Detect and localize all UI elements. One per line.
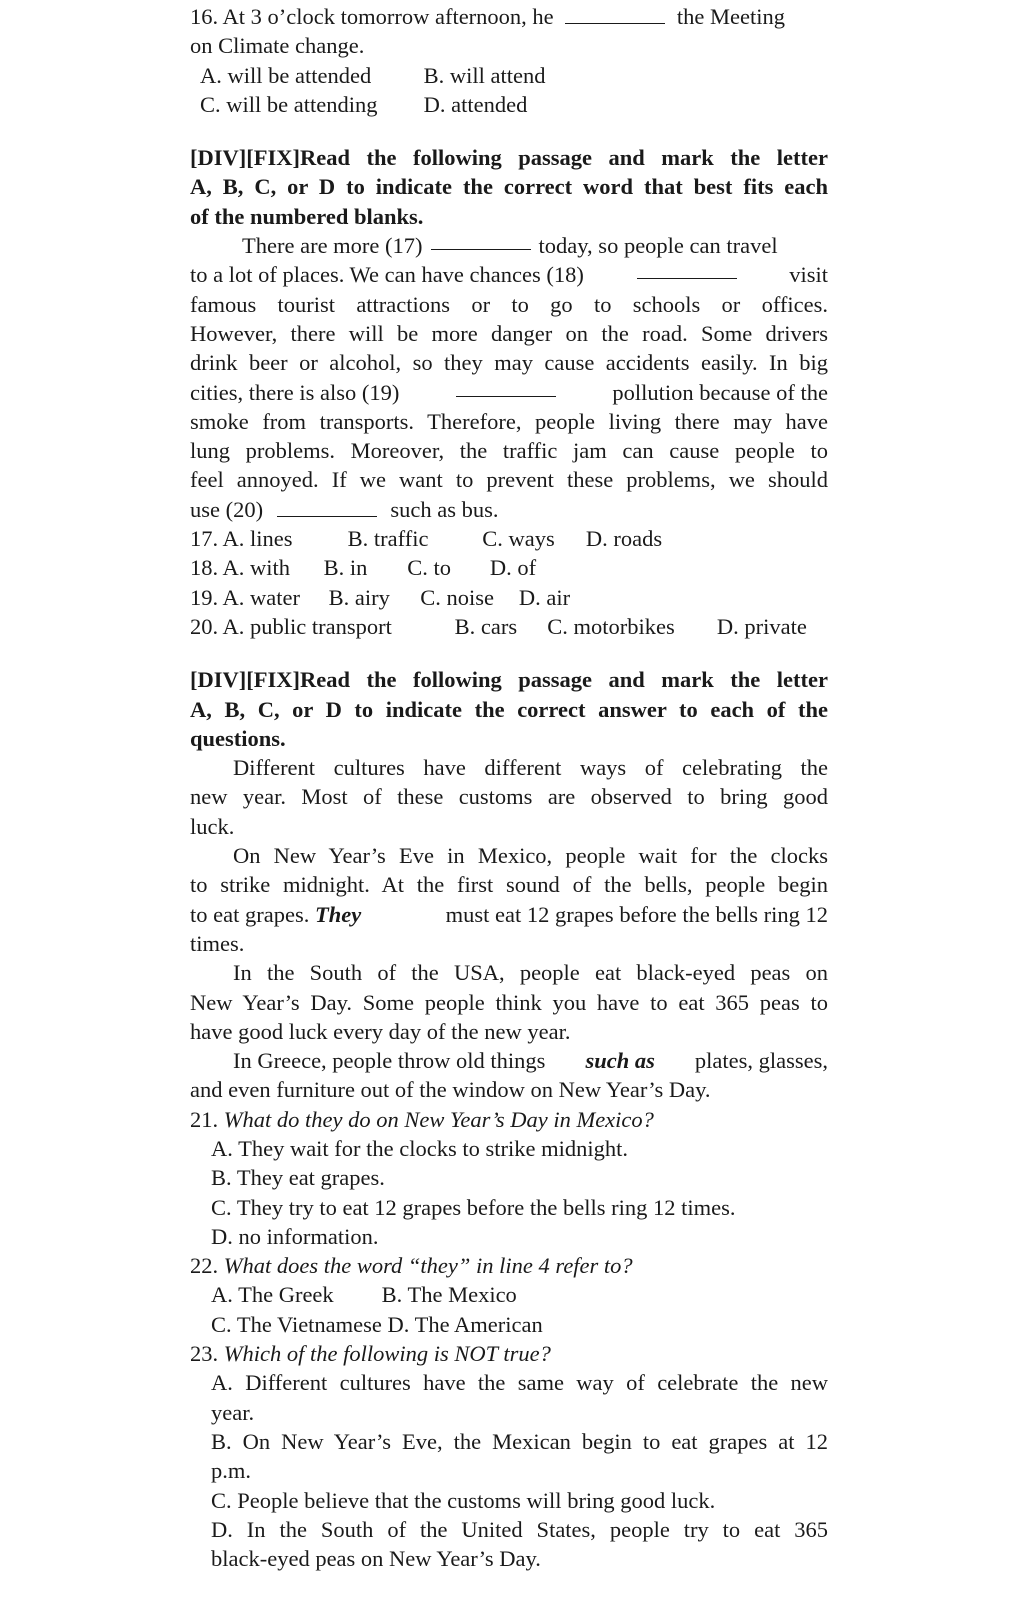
q20-option-d: D. private: [716, 613, 807, 639]
q22-options-row2: [190, 1310, 828, 1339]
passage1-l6-a: cities, there is also (19): [190, 379, 400, 405]
question-20: [190, 612, 828, 641]
question-16: [190, 2, 828, 31]
passage1-line10: [190, 495, 828, 524]
q18-option-c: C. to: [407, 555, 452, 581]
q23-text: Which of the following is NOT true?: [223, 1341, 551, 1367]
q20-option-c: C. motorbikes: [547, 613, 675, 639]
passage1-line1: [190, 231, 828, 260]
q21-text: What do they do on New Year’s Day in Mexico?: [223, 1106, 654, 1132]
q21-number: 21.: [190, 1106, 219, 1132]
para2-l3-a: to eat grapes.: [190, 901, 310, 927]
q16-blank: [565, 5, 665, 24]
q17-option-a: 17. A. lines: [190, 526, 293, 552]
para4-l1-a: In Greece, people throw old things: [233, 1048, 546, 1074]
q18-option-d: D. of: [489, 555, 537, 581]
para1-line1: Different cultures have different ways of celebrating the: [233, 755, 828, 781]
question-21: [190, 1105, 828, 1134]
q21-option-d: D. no information.: [211, 1223, 379, 1249]
q22-option-a: A. The Greek: [211, 1282, 334, 1308]
q16-line2: on Climate change.: [190, 33, 365, 59]
para1-line3: luck.: [190, 813, 235, 839]
passage1-line9: feel annoyed. If we want to prevent these problems, we should: [190, 467, 828, 493]
q17-option-c: C. ways: [482, 526, 555, 552]
q23-option-d-l2: black-eyed peas on New Year’s Day.: [211, 1546, 541, 1572]
passage1-l2-a: to a lot of places. We can have chances (18): [190, 262, 584, 288]
q19-option-a: 19. A. water: [190, 584, 300, 610]
passage1-line4: However, there will be more danger on the road. Some drivers: [190, 320, 828, 346]
para3-line2: New Year’s Day. Some people think you have to eat 365 peas to: [190, 989, 828, 1015]
q23-option-b-l2: p.m.: [211, 1458, 252, 1484]
q23-number: 23.: [190, 1341, 219, 1367]
question-19: [190, 583, 828, 612]
q19-option-b: B. airy: [328, 584, 390, 610]
q23-option-b-l1: B. On New Year’s Eve, the Mexican begin to eat grapes at 12: [211, 1428, 828, 1454]
q16-option-d: D. attended: [423, 91, 528, 117]
q16-options-row1: [190, 61, 828, 90]
q22-option-d: D. The American: [387, 1311, 543, 1337]
para4-l1-such-as: such as: [585, 1048, 655, 1074]
q16-option-c: C. will be attending: [200, 91, 378, 117]
q23-option-c: C. People believe that the customs will bring good luck.: [211, 1487, 716, 1513]
worksheet-page: [190, 0, 828, 1573]
passage1-line3: famous tourist attractions or to go to schools or offices.: [190, 291, 828, 317]
q22-number: 22.: [190, 1253, 219, 1279]
passage1-l2-b: visit: [789, 262, 828, 288]
q17-option-b: B. traffic: [347, 526, 429, 552]
section2-heading-l1: [DIV][FIX]Read the following passage and mark the letter: [190, 667, 828, 693]
q22-option-c: C. The Vietnamese: [211, 1311, 382, 1337]
section2-heading-l2: A, B, C, or D to indicate the correct answer to each of the: [190, 696, 828, 722]
q18-option-b: B. in: [323, 555, 368, 581]
para4-line2: and even furniture out of the window on New Year’s Day.: [190, 1077, 711, 1103]
passage1-l10-a: use (20): [190, 496, 264, 522]
para4-l1-b: plates, glasses,: [694, 1048, 828, 1074]
blank-20: [277, 498, 377, 517]
q22-options-row1: [190, 1280, 828, 1309]
q23-option-a-l2: year.: [211, 1399, 255, 1425]
q20-option-a: 20. A. public transport: [190, 613, 392, 639]
para2-l3-b: must eat 12 grapes before the bells ring 12: [445, 901, 828, 927]
q21-option-b: B. They eat grapes.: [211, 1165, 385, 1191]
section1-heading-l3: of the numbered blanks.: [190, 203, 424, 229]
para1-line2: new year. Most of these customs are observed to bring good: [190, 784, 828, 810]
q16-text-b: the Meeting: [676, 4, 786, 29]
passage1-line5: drink beer or alcohol, so they may cause accidents easily. In big: [190, 350, 828, 376]
q22-text: What does the word “they” in line 4 refer to?: [223, 1253, 633, 1279]
section1-heading-l2: A, B, C, or D to indicate the correct word that best fits each: [190, 174, 828, 200]
para2-line3: [190, 900, 828, 929]
q22-option-b: B. The Mexico: [381, 1282, 517, 1308]
question-18: [190, 553, 828, 582]
q21-option-a: A. They wait for the clocks to strike midnight.: [211, 1135, 629, 1161]
para3-line3: have good luck every day of the new year.: [190, 1018, 571, 1044]
q19-option-c: C. noise: [420, 584, 495, 610]
blank-17: [431, 231, 531, 250]
blank-19: [456, 378, 556, 397]
passage1-line7: smoke from transports. Therefore, people living there may have: [190, 408, 828, 434]
passage1-line6: [190, 378, 828, 407]
para2-line1: On New Year’s Eve in Mexico, people wait for the clocks: [233, 843, 828, 869]
passage1-line8: lung problems. Moreover, the traffic jam can cause people to: [190, 438, 828, 464]
question-22: [190, 1251, 828, 1280]
q16-option-b: B. will attend: [423, 62, 546, 88]
para2-line4: times.: [190, 930, 245, 956]
para3-line1: In the South of the USA, people eat black-eyed peas on: [233, 960, 828, 986]
q19-option-d: D. air: [518, 584, 571, 610]
passage1-l6-b: pollution because of the: [612, 379, 828, 405]
section1-heading-l1: [DIV][FIX]Read the following passage and mark the letter: [190, 145, 828, 171]
para2-line2: to strike midnight. At the first sound of the bells, people begin: [190, 872, 828, 898]
q21-option-c: C. They try to eat 12 grapes before the bells ring 12 times.: [211, 1194, 736, 1220]
section2-heading-l3: questions.: [190, 725, 286, 751]
q18-option-a: 18. A. with: [190, 555, 291, 581]
passage1-l10-b: such as bus.: [390, 496, 499, 522]
question-17: [190, 524, 828, 553]
passage1-l1-b: today, so people can travel: [538, 233, 778, 259]
q16-options-row2: [190, 90, 828, 119]
passage1-l1-a: There are more (17): [242, 233, 423, 259]
q16-text-a: 16. At 3 o’clock tomorrow afternoon, he: [190, 4, 554, 29]
q23-option-d-l1: D. In the South of the United States, people try to eat 365: [211, 1516, 828, 1542]
question-23: [190, 1339, 828, 1368]
para4-line1: [190, 1046, 828, 1075]
q16-option-a: A. will be attended: [200, 62, 372, 88]
para2-l3-they: They: [314, 901, 362, 927]
blank-18: [637, 260, 737, 279]
q17-option-d: D. roads: [585, 526, 663, 552]
passage1-line2: [190, 260, 828, 289]
q20-option-b: B. cars: [454, 613, 518, 639]
q23-option-a-l1: A. Different cultures have the same way of celebrate the new: [211, 1370, 828, 1396]
